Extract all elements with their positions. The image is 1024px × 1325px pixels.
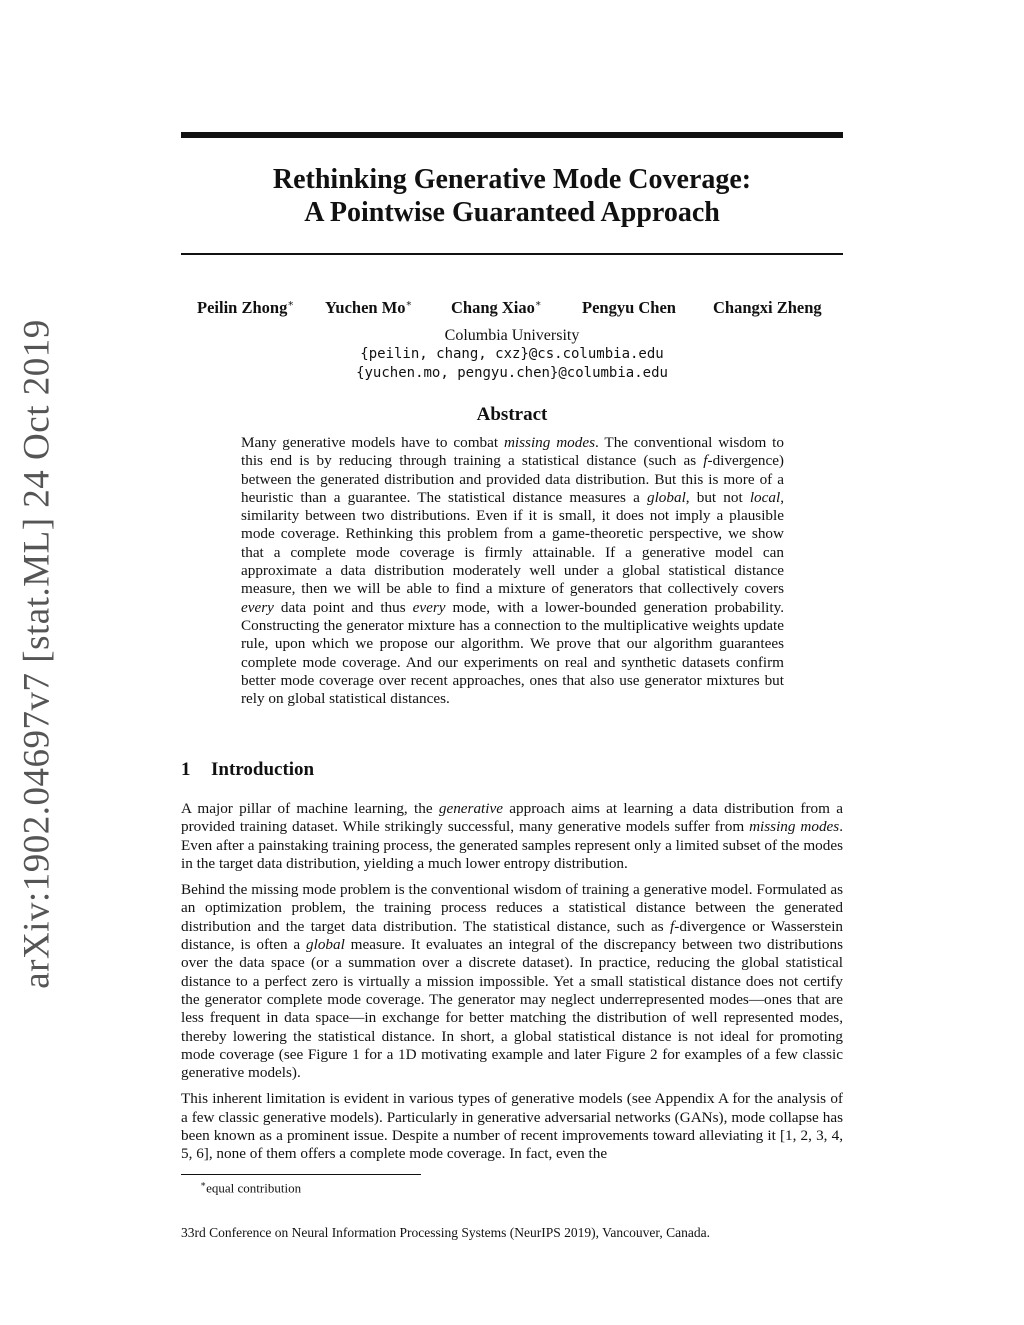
affiliation-block xyxy=(181,326,843,383)
email-line-2: {yuchen.mo, pengyu.chen}@columbia.edu xyxy=(356,365,668,381)
footnote: ∗equal contribution xyxy=(200,1179,302,1196)
conference-footer: 33rd Conference on Neural Information Processing Systems (NeurIPS 2019), Vancouver, Canada. xyxy=(181,1225,710,1240)
section-title: Introduction xyxy=(211,759,315,780)
email-line-1: {peilin, chang, cxz}@cs.columbia.edu xyxy=(360,346,664,362)
section-number: 1 xyxy=(181,759,191,780)
title-top-rule xyxy=(181,132,843,138)
author-name: Chang Xiao∗ xyxy=(451,298,542,317)
author-list xyxy=(181,298,843,322)
author-name: Pengyu Chen xyxy=(582,298,676,317)
paragraph: A major pillar of machine learning, the generative approach aims at learning a data distribution from a provided training dataset. While strikingly successful, many generative models suffer from missing modes. Even after a painstaking training process, the generated samples represent only a limited subset of the modes in the target data distribution, yielding a much lower entropy distribution. xyxy=(181,800,843,872)
affiliation: Columbia University xyxy=(444,327,580,344)
title-bottom-rule xyxy=(181,253,843,255)
footnote-rule xyxy=(181,1174,421,1175)
paragraph: This inherent limitation is evident in various types of generative models (see Appendix A for the analysis of a few classic generative models). Particularly in generative adversarial networks (GANs), mode collapse has been known as a prominent issue. Despite a number of recent improvements toward alleviating it [1, 2, 3, 4, 5, 6], none of them offers a complete mode coverage. In fact, even the xyxy=(181,1090,843,1163)
abstract-heading: Abstract xyxy=(476,404,548,425)
title-line-2: A Pointwise Guaranteed Approach xyxy=(304,197,720,228)
arxiv-identifier: arXiv:1902.04697v7 [stat.ML] 24 Oct 2019 xyxy=(16,319,58,989)
introduction-body xyxy=(181,800,843,1172)
author-name: Peilin Zhong∗ xyxy=(197,298,295,317)
paper-title xyxy=(181,163,843,229)
paragraph: Behind the missing mode problem is the conventional wisdom of training a generative model. Formulated as an optimization problem, the training process reduces a statistical distance between the generated distribution and the target data distribution. The statistical distance, such as f-divergence or Wasserstein distance, is often a global measure. It evaluates an integral of the discrepancy between two distributions over the data space (or a summation over a discrete dataset). In practice, reducing the global statistical distance to a perfect zero is virtually a mission impossible. Yet a small statistical distance does not certify the generator complete mode coverage. The generator may neglect underrepresented modes—ones that are less frequent in data space—in exchange for better matching the distribution of well represented modes, thereby lowering the statistical distance. In short, a global statistical distance is not ideal for promoting mode coverage (see Figure 1 for a 1D motivating example and later Figure 2 for examples of a few classic generative models). xyxy=(181,881,844,1082)
title-line-1: Rethinking Generative Mode Coverage: xyxy=(272,164,752,195)
author-name: Yuchen Mo∗ xyxy=(325,298,413,317)
author-name: Changxi Zheng xyxy=(713,298,822,317)
abstract-text: Many generative models have to combat missing modes. The conventional wisdom to this end is by reducing through training a statistical distance (such as f-divergence) between the generated distribution and provided data distribution. But this is more of a heuristic than a guarantee. The statistical distance measures a global, but not local, similarity between two distributions. Even if it is small, it does not imply a plausible mode coverage. Rethinking this problem from a game-theoretic perspective, we show that a complete mode coverage is firmly attainable. If a generative model can approximate a data distribution moderately well under a global statistical distance measure, then we will be able to find a mixture of generators that collectively covers every data point and thus every mode, with a lower-bounded generation probability. Constructing the generator mixture has a connection to the multiplicative weights update rule, upon which we propose our algorithm. We prove that our algorithm guarantees complete mode coverage. And our experiments on real and synthetic datasets confirm better mode coverage over recent approaches, ones that also use generator mixtures but rely on global statistical distances. xyxy=(241,434,785,708)
section-heading xyxy=(181,759,314,781)
